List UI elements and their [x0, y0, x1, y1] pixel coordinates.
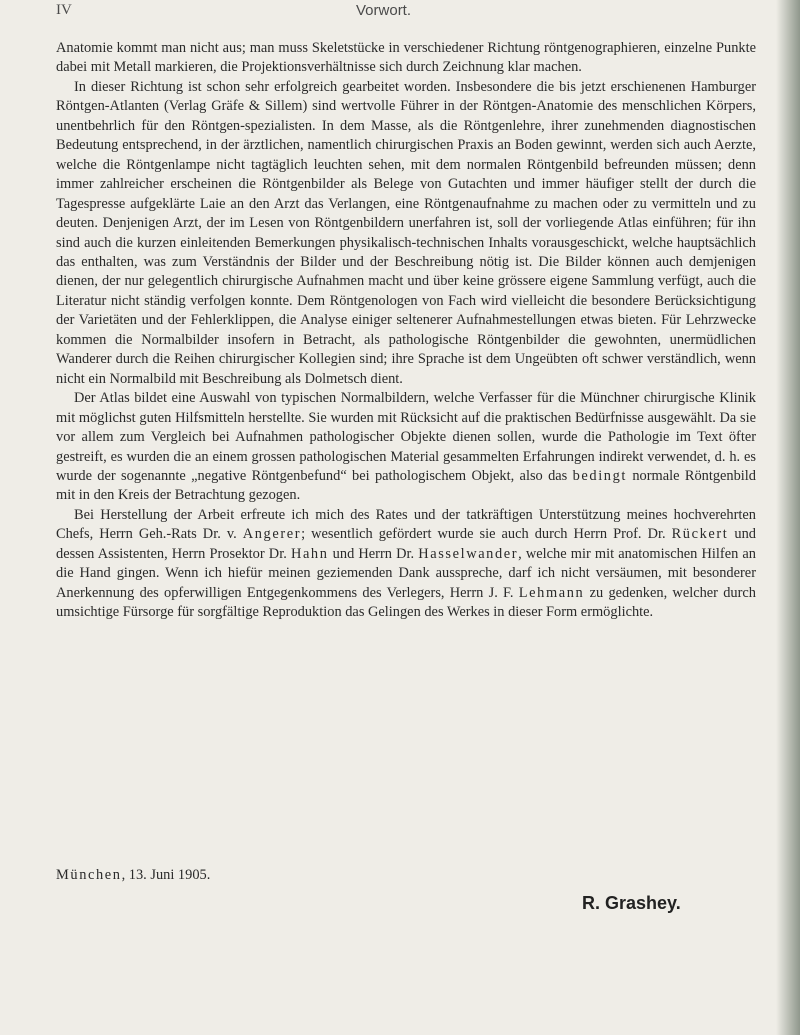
- text-run: und Herrn Dr.: [328, 545, 419, 562]
- person-name: Rückert: [671, 526, 729, 543]
- date-text: , 13. Juni 1905.: [121, 867, 211, 883]
- paragraph-continuation: [56, 39, 756, 78]
- page-header: [56, 2, 756, 22]
- place-name: München: [56, 867, 122, 883]
- text-run: In dieser Richtung ist schon sehr erfolgreich gearbeitet worden. Insbesondere die bis jetzt erschienenen Hamburger Röntgen-Atlanten (Verlag Gräfe & Sillem) sind wertvolle Führer in der Röntgen-Anatomie des menschlichen Körpers, unentbehrlich für den Röntgen-spezialisten. In dem Masse, als die Röntgenlehre, ihrer zunehmenden diagnostischen Bedeutung entsprechend, in der ärztlichen, namentlich chirurgischen Praxis an Boden gewinnt, werden sich auch Aerzte, welche die Röntgenlampe nicht tagtäglich leuchten sehen, mit dem normalen Röntgenbild befreunden müssen; denn immer zahlreicher erscheinen die Röntgenbilder als Belege von Gutachten und immer häufiger stellt der durch die Tagespresse aufgeklärte Laie an den Arzt das Verlangen, eine Röntgenaufnahme zu machen oder zu vermitteln und zu deuten. Denjenigen Arzt, der im Lesen von Röntgenbildern unerfahren ist, soll der vorliegende Atlas einführen; für ihn sind auch die kurzen einleitenden Bemerkungen physikalisch-technischen Inhalts vorausgeschickt, welche hauptsächlich das enthalten, was zum Verständnis der Bilder und der Beschreibung nötig ist. Die Bilder können auch demjenigen dienen, der nur gelegentlich chirurgische Aufnahmen macht und über keine grössere eigene Sammlung verfügt, auch die Literatur nicht ständig verfolgen konnte. Dem Röntgenologen von Fach wird vielleicht die besondere Berücksichtigung der Varietäten und der Fehlerklippen, die Analyse einiger seltenerer Aufnahmestellungen etwas bieten. Für Lehrzwecke kommen die Normalbilder insofern in Betracht, als pathologische Röntgenbilder die gewohnten, unermüdlichen Wanderer durch die Reihen chirurgischer Kollegien sind; ihre Sprache ist dem Ungeübten oft schwer verständlich, wenn nicht ein Normalbild mit Beschreibung als Dolmetsch dient.: [56, 78, 756, 387]
- author-signature: R. Grashey.: [582, 893, 681, 913]
- text-run: , welche mir mit anatomischen Hilfen an die Hand gingen. Wenn ich hiefür meinen geziemenden Dank ausspreche, darf ich nicht versäumen, mit besonderer Anerkennung des opferwilligen Entgegenkommens des Verlegers, Herrn J. F.: [56, 545, 756, 601]
- page-edge-shadow: [776, 0, 800, 1035]
- date-line: [56, 867, 210, 884]
- page-number: IV: [56, 2, 72, 18]
- paragraph: [56, 78, 756, 389]
- paragraph: [56, 506, 756, 623]
- text-run: zu gedenken, welcher durch umsichtige Fürsorge für sorgfältige Reproduktion das Gelingen des Werkes in dieser Form ermöglichte.: [56, 584, 757, 621]
- paragraph: [56, 389, 756, 506]
- person-name: Hahn: [290, 545, 329, 562]
- person-name: Angerer: [242, 526, 302, 543]
- text-run: Anatomie kommt man nicht aus; man muss Skeletstücke in verschiedener Richtung röntgenographieren, einzelne Punkte dabei mit Metall markieren, die Projektionsverhältnisse sich durch Zeichnung klar machen.: [56, 40, 756, 76]
- text-run: normale Röntgenbild mit in den Kreis der Betrachtung gezogen.: [56, 467, 756, 504]
- text-run: ; wesentlich gefördert wurde sie auch durch Herrn Prof. Dr.: [301, 526, 672, 543]
- preface-text: [56, 39, 756, 623]
- text-run: Der Atlas bildet eine Auswahl von typischen Normalbildern, welche Verfasser für die Münchner chirurgische Klinik mit möglichst guten Hilfsmitteln herstellte. Sie wurden mit Rücksicht auf die praktischen Bedürfnisse ausgewählt. Da sie vor allem zum Vergleich bei Aufnahmen pathologischer Objekte dienen sollen, wurde die Pathologie im Text öfter gestreift, es wurden die an einem grossen pathologischen Material gesammelten Erfahrungen indirekt verwendet, d. h. es wurde der sogenannte „negative Röntgenbefund“ bei pathologischem Objekt, also das: [56, 390, 756, 484]
- emphasized-word: bedingt: [572, 467, 627, 484]
- text-run: Bei Herstellung der Arbeit erfreute ich mich des Rates und der tatkräftigen Unterstützung meines hochverehrten Chefs, Herrn Geh.-Rats Dr. v.: [56, 506, 756, 543]
- person-name: Lehmann: [518, 584, 585, 601]
- text-run: und dessen Assistenten, Herrn Prosektor Dr.: [56, 526, 757, 562]
- person-name: Hasselwander: [418, 545, 519, 562]
- running-title: Vorwort.: [356, 2, 412, 19]
